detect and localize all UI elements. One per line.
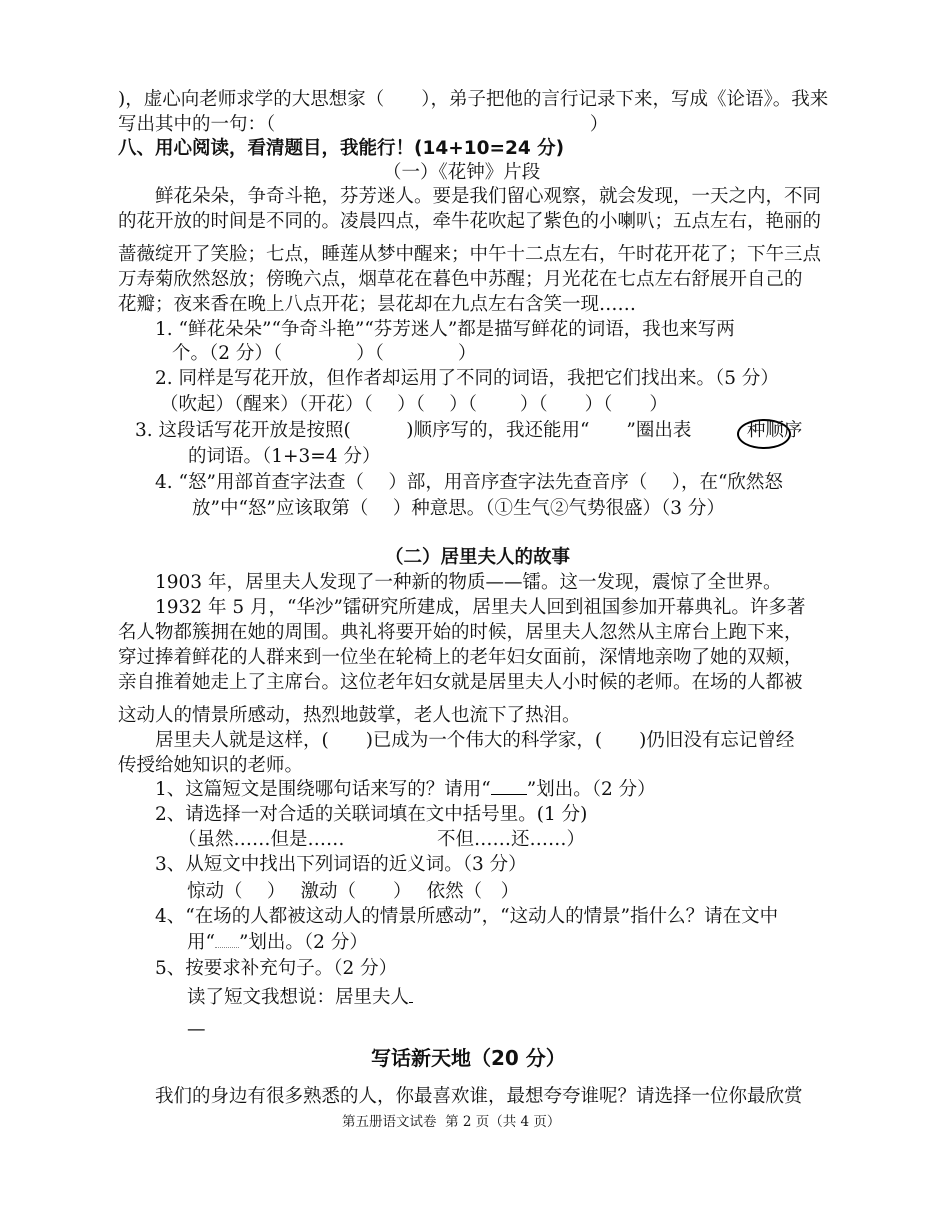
question-4: 4、“在场的人都被这动人的情景所感动”，“这动人的情景”指什么？请在文中 <box>155 906 779 927</box>
question-2-options: （虽然……但是…… 不但……还……） <box>178 829 586 850</box>
prev-question-line: 写出其中的一句：（ ） <box>118 114 609 135</box>
question-4-cont <box>187 931 368 955</box>
passage-line: 的花开放的时间是不同的。凌晨四点，牵牛花吹起了紫色的小喇叭；五点左右，艳丽的 <box>118 211 822 232</box>
question-2: 2、请选择一对合适的关联词填在文中括号里。(1 分) <box>155 804 588 825</box>
passage-line: 1932 年 5 月，“华沙”镭研究所建成，居里夫人回到祖国参加开幕典礼。许多著 <box>155 597 806 618</box>
passage-line: 1903 年，居里夫人发现了一种新的物质——镭。这一发现，震惊了全世界。 <box>155 572 782 593</box>
passage-line: 蔷薇绽开了笑脸；七点，睡莲从梦中醒来；中午十二点左右，午时花开花了；下午三点 <box>118 244 822 265</box>
q4-text-end: ”划出。（2 分） <box>238 932 368 953</box>
passage-line: 鲜花朵朵，争奇斗艳，芬芳迷人。要是我们留心观察，就会发现，一天之内，不同 <box>155 186 822 207</box>
wavy-line-mark <box>215 947 239 948</box>
passage-line: 花瓣；夜来香在晚上八点开花；昙花却在九点左右含笑一现…… <box>118 294 637 315</box>
question-3: 3、从短文中找出下列词语的近义词。（3 分） <box>155 854 527 875</box>
underline-mark <box>491 778 527 795</box>
q5-prompt-text: 读了短文我想说：居里夫人 <box>187 987 410 1008</box>
question-3: 3. 这段话写花开放是按照( )顺序写的，我还能用“ ”圈出表 种顺序 <box>135 420 803 441</box>
prev-question-line: )，虚心向老师求学的大思想家（ ），弟子把他的言行记录下来，写成《论语》。我来 <box>118 89 829 110</box>
q4-text: 用“ <box>187 932 215 953</box>
passage-line: 传授给她知识的老师。 <box>118 755 304 776</box>
question-2-cont: （吹起）（醒来）（开花）（ ）（ ）（ ）（ ）（ ） <box>160 394 668 415</box>
question-5: 5、按要求补充句子。（2 分） <box>155 958 398 979</box>
passage-line: 居里夫人就是这样，( )已成为一个伟大的科学家，( )仍旧没有忘记曾经 <box>155 730 795 751</box>
question-4: 4. “怒”用部首查字法查（ ）部，用音序查字法先查音序（ ），在“欣然怒 <box>155 472 783 493</box>
page-footer: 第五册语文试卷 第 2 页（共 4 页） <box>342 1114 561 1130</box>
passage-line: 穿过捧着鲜花的人群来到一位坐在轮椅上的老年妇女面前，深情地亲吻了她的双颊， <box>118 647 803 668</box>
passage-title: （一）《花钟》片段 <box>383 162 541 183</box>
passage-line: 万寿菊欣然怒放；傍晚六点，烟草花在暮色中苏醒；月光花在七点左右舒展开自己的 <box>118 269 803 290</box>
passage-line: 这动人的情景所感动，热烈地鼓掌，老人也流下了热泪。 <box>118 705 581 726</box>
question-3-words: 惊动（ ） 激动（ ） 依然（ ） <box>187 881 520 902</box>
question-1 <box>155 778 656 802</box>
passage-line: 亲自推着她走上了主席台。这位老年妇女就是居里夫人小时候的老师。在场的人都被 <box>118 672 803 693</box>
q1-text-end: ”划出。（2 分） <box>526 779 656 800</box>
writing-prompt: 我们的身边有很多熟悉的人，你最喜欢谁，最想夸夸谁呢？请选择一位你最欣赏 <box>155 1086 803 1107</box>
question-1-cont: 个。（2 分）（ ）（ ） <box>172 343 477 364</box>
answer-dash: — <box>187 1019 206 1040</box>
question-4-cont: 放”中“怒”应该取第（ ）种意思。（①生气②气势很盛）（3 分） <box>192 498 725 519</box>
question-5-prompt <box>187 986 413 1010</box>
passage-title: （二）居里夫人的故事 <box>385 547 571 568</box>
passage-line: 名人物都簇拥在她的周围。典礼将要开始的时候，居里夫人忽然从主席台上跑下来， <box>118 622 803 643</box>
writing-heading: 写话新天地（20 分） <box>371 1046 566 1070</box>
section-heading: 八、用心阅读，看清题目，我能行！(14+10=24 分) <box>118 138 565 159</box>
q1-text: 1、这篇短文是围绕哪句话来写的？请用“ <box>155 779 491 800</box>
answer-line <box>409 986 413 1003</box>
question-2: 2. 同样是写花开放，但作者却运用了不同的词语，我把它们找出来。（5 分） <box>155 368 779 389</box>
question-1: 1. “鲜花朵朵”“争奇斗艳”“芬芳迷人”都是描写鲜花的词语，我也来写两 <box>155 319 735 340</box>
question-3-cont: 的词语。（1+3=4 分） <box>188 446 381 467</box>
